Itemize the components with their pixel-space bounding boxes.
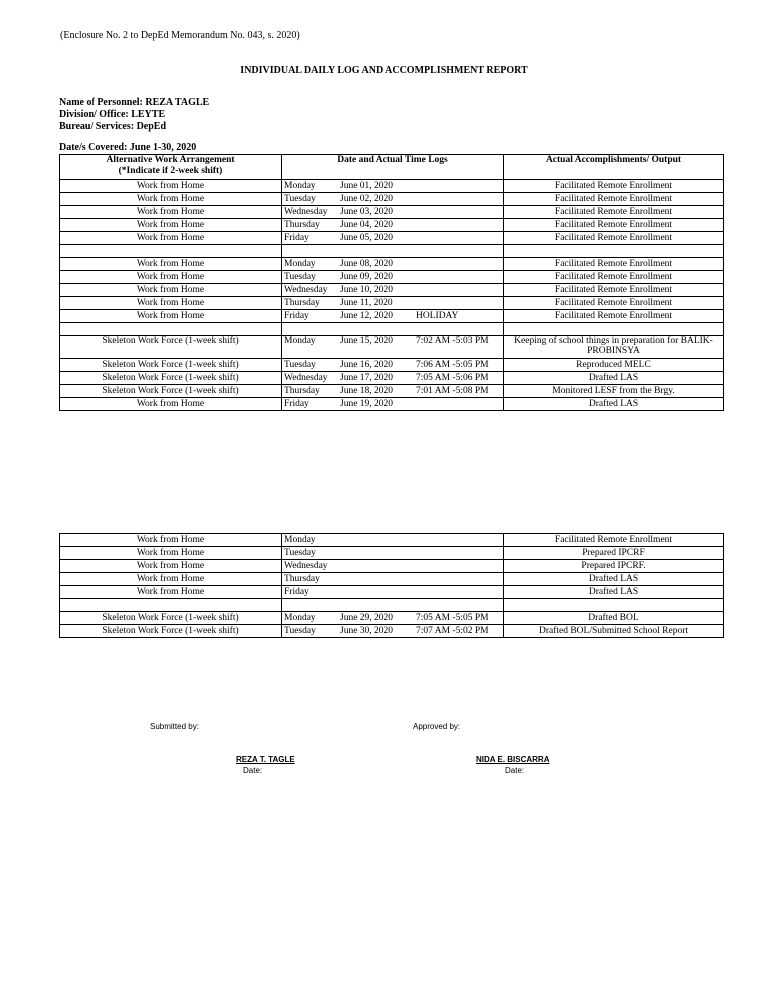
date-time-cell	[282, 310, 504, 323]
date-time-cell	[282, 612, 504, 625]
accomplishment-cell: Drafted BOL	[504, 612, 724, 625]
time-log: 7:07 AM -5:02 PM	[416, 626, 489, 636]
table-row	[60, 534, 724, 547]
date-label: June 30, 2020	[340, 626, 394, 636]
day-label: Tuesday	[284, 272, 316, 282]
time-log: 7:01 AM -5:08 PM	[416, 386, 489, 396]
accomplishment-cell: Facilitated Remote Enrollment	[504, 271, 724, 284]
spacer-row	[60, 599, 724, 612]
date-time-cell	[282, 385, 504, 398]
accomplishment-cell	[504, 323, 724, 336]
table-row	[60, 547, 724, 560]
arrangement-cell: Work from Home	[60, 560, 282, 573]
table-row	[60, 398, 724, 411]
date-label: June 03, 2020	[340, 207, 394, 217]
table-row	[60, 219, 724, 232]
day-label: Wednesday	[284, 285, 328, 295]
approver-name: NIDA E. BISCARRA	[476, 755, 550, 764]
date-time-cell	[282, 297, 504, 310]
table-row	[60, 297, 724, 310]
day-label: Thursday	[284, 220, 320, 230]
date-time-cell	[282, 372, 504, 385]
date-label: June 15, 2020	[340, 336, 394, 346]
day-label: Monday	[284, 259, 316, 269]
day-label: Friday	[284, 399, 309, 409]
accomplishment-cell: Monitored LESF from the Brgy.	[504, 385, 724, 398]
date-time-cell	[282, 323, 504, 336]
table-row	[60, 258, 724, 271]
submitter-name: REZA T. TAGLE	[236, 755, 295, 764]
arrangement-cell: Work from Home	[60, 573, 282, 586]
accomplishment-cell: Facilitated Remote Enrollment	[504, 232, 724, 245]
day-label: Thursday	[284, 298, 320, 308]
arrangement-cell: Work from Home	[60, 586, 282, 599]
header-arrangement-line2: (*Indicate if 2-week shift)	[118, 166, 223, 176]
date-time-cell	[282, 206, 504, 219]
date-time-cell	[282, 398, 504, 411]
accomplishment-cell: Reproduced MELC	[504, 359, 724, 372]
date-time-cell	[282, 258, 504, 271]
date-label: June 17, 2020	[340, 373, 394, 383]
date-time-cell	[282, 625, 504, 638]
day-label: Monday	[284, 535, 316, 545]
approved-by-label: Approved by:	[413, 722, 461, 731]
arrangement-cell: Skeleton Work Force (1-week shift)	[60, 625, 282, 638]
table-row	[60, 336, 724, 359]
bureau-services: Bureau/ Services: DepEd	[59, 121, 167, 132]
date-label: June 29, 2020	[340, 613, 394, 623]
accomplishment-cell: Drafted BOL/Submitted School Report	[504, 625, 724, 638]
arrangement-cell: Work from Home	[60, 398, 282, 411]
dates-covered: Date/s Covered: June 1-30, 2020	[59, 142, 197, 153]
accomplishment-cell	[504, 599, 724, 612]
day-label: Tuesday	[284, 626, 316, 636]
arrangement-cell: Skeleton Work Force (1-week shift)	[60, 359, 282, 372]
time-log: 7:06 AM -5:05 PM	[416, 360, 489, 370]
table-row	[60, 271, 724, 284]
day-label: Monday	[284, 336, 316, 346]
day-label: Tuesday	[284, 194, 316, 204]
table-row	[60, 206, 724, 219]
date-time-cell	[282, 534, 504, 547]
arrangement-cell: Work from Home	[60, 193, 282, 206]
date-label: June 05, 2020	[340, 233, 394, 243]
arrangement-cell: Work from Home	[60, 258, 282, 271]
table-row	[60, 625, 724, 638]
day-label: Wednesday	[284, 561, 328, 571]
day-label: Wednesday	[284, 373, 328, 383]
header-date-logs: Date and Actual Time Logs	[282, 155, 504, 180]
day-label: Thursday	[284, 386, 320, 396]
log-table-1	[59, 154, 724, 411]
table-row	[60, 180, 724, 193]
header-accomplishments: Actual Accomplishments/ Output	[504, 155, 724, 180]
arrangement-cell: Work from Home	[60, 232, 282, 245]
date-time-cell	[282, 547, 504, 560]
table-row	[60, 193, 724, 206]
time-log: HOLIDAY	[416, 311, 459, 321]
date-time-cell	[282, 271, 504, 284]
table-row	[60, 372, 724, 385]
accomplishment-cell: Prepared IPCRF	[504, 547, 724, 560]
accomplishment-cell: Facilitated Remote Enrollment	[504, 219, 724, 232]
accomplishment-cell: Prepared IPCRF.	[504, 560, 724, 573]
date-time-cell	[282, 219, 504, 232]
day-label: Friday	[284, 587, 309, 597]
date-label: June 10, 2020	[340, 285, 394, 295]
accomplishment-cell: Drafted LAS	[504, 372, 724, 385]
table-header-row	[60, 155, 724, 180]
day-label: Wednesday	[284, 207, 328, 217]
arrangement-cell	[60, 599, 282, 612]
arrangement-cell	[60, 323, 282, 336]
accomplishment-cell: Facilitated Remote Enrollment	[504, 193, 724, 206]
arrangement-cell: Work from Home	[60, 180, 282, 193]
table-row	[60, 560, 724, 573]
table-row	[60, 586, 724, 599]
arrangement-cell: Skeleton Work Force (1-week shift)	[60, 372, 282, 385]
date-label: June 01, 2020	[340, 181, 394, 191]
accomplishment-cell: Drafted LAS	[504, 586, 724, 599]
date-label: June 19, 2020	[340, 399, 394, 409]
arrangement-cell: Work from Home	[60, 297, 282, 310]
accomplishment-cell: Keeping of school things in preparation for BALIK-PROBINSYA	[504, 336, 724, 359]
personnel-name: Name of Personnel: REZA TAGLE	[59, 97, 210, 108]
date-label: June 16, 2020	[340, 360, 394, 370]
day-label: Thursday	[284, 574, 320, 584]
time-log: 7:05 AM -5:05 PM	[416, 613, 489, 623]
date-time-cell	[282, 560, 504, 573]
time-log: 7:05 AM -5:06 PM	[416, 373, 489, 383]
accomplishment-cell	[504, 245, 724, 258]
arrangement-cell: Skeleton Work Force (1-week shift)	[60, 612, 282, 625]
day-label: Monday	[284, 181, 316, 191]
table-row	[60, 359, 724, 372]
date-time-cell	[282, 586, 504, 599]
date-time-cell	[282, 193, 504, 206]
report-title: INDIVIDUAL DAILY LOG AND ACCOMPLISHMENT REPORT	[240, 65, 528, 76]
date-label: June 18, 2020	[340, 386, 394, 396]
arrangement-cell: Work from Home	[60, 547, 282, 560]
table-row	[60, 573, 724, 586]
day-label: Tuesday	[284, 548, 316, 558]
table-row	[60, 612, 724, 625]
date-time-cell	[282, 336, 504, 359]
enclosure-note: (Enclosure No. 2 to DepEd Memorandum No. 043, s. 2020)	[60, 30, 300, 41]
submitter-date-label: Date:	[243, 766, 263, 775]
date-label: June 11, 2020	[340, 298, 393, 308]
accomplishment-cell: Facilitated Remote Enrollment	[504, 310, 724, 323]
accomplishment-cell: Drafted LAS	[504, 398, 724, 411]
arrangement-cell: Work from Home	[60, 219, 282, 232]
day-label: Tuesday	[284, 360, 316, 370]
spacer-row	[60, 245, 724, 258]
time-log: 7:02 AM -5:03 PM	[416, 336, 489, 346]
date-label: June 04, 2020	[340, 220, 394, 230]
arrangement-cell: Work from Home	[60, 271, 282, 284]
header-arrangement	[60, 155, 282, 180]
division-office: Division/ Office: LEYTE	[59, 109, 166, 120]
table-row	[60, 232, 724, 245]
date-label: June 09, 2020	[340, 272, 394, 282]
log-table-2	[59, 533, 724, 638]
arrangement-cell	[60, 245, 282, 258]
date-label: June 02, 2020	[340, 194, 394, 204]
accomplishment-cell: Facilitated Remote Enrollment	[504, 206, 724, 219]
submitted-by-label: Submitted by:	[150, 722, 199, 731]
arrangement-cell: Work from Home	[60, 310, 282, 323]
approver-date-label: Date:	[505, 766, 525, 775]
accomplishment-cell: Facilitated Remote Enrollment	[504, 534, 724, 547]
accomplishment-cell: Facilitated Remote Enrollment	[504, 297, 724, 310]
date-time-cell	[282, 599, 504, 612]
date-time-cell	[282, 245, 504, 258]
table-row	[60, 310, 724, 323]
date-time-cell	[282, 573, 504, 586]
table-row	[60, 385, 724, 398]
accomplishment-cell: Drafted LAS	[504, 573, 724, 586]
accomplishment-cell: Facilitated Remote Enrollment	[504, 284, 724, 297]
arrangement-cell: Work from Home	[60, 206, 282, 219]
date-time-cell	[282, 284, 504, 297]
arrangement-cell: Skeleton Work Force (1-week shift)	[60, 336, 282, 359]
arrangement-cell: Skeleton Work Force (1-week shift)	[60, 385, 282, 398]
day-label: Monday	[284, 613, 316, 623]
date-time-cell	[282, 232, 504, 245]
table-row	[60, 284, 724, 297]
date-time-cell	[282, 359, 504, 372]
date-label: June 08, 2020	[340, 259, 394, 269]
arrangement-cell: Work from Home	[60, 534, 282, 547]
day-label: Friday	[284, 311, 309, 321]
date-time-cell	[282, 180, 504, 193]
arrangement-cell: Work from Home	[60, 284, 282, 297]
header-arrangement-line1: Alternative Work Arrangement	[106, 155, 235, 165]
accomplishment-cell: Facilitated Remote Enrollment	[504, 258, 724, 271]
accomplishment-cell: Facilitated Remote Enrollment	[504, 180, 724, 193]
spacer-row	[60, 323, 724, 336]
date-label: June 12, 2020	[340, 311, 394, 321]
day-label: Friday	[284, 233, 309, 243]
